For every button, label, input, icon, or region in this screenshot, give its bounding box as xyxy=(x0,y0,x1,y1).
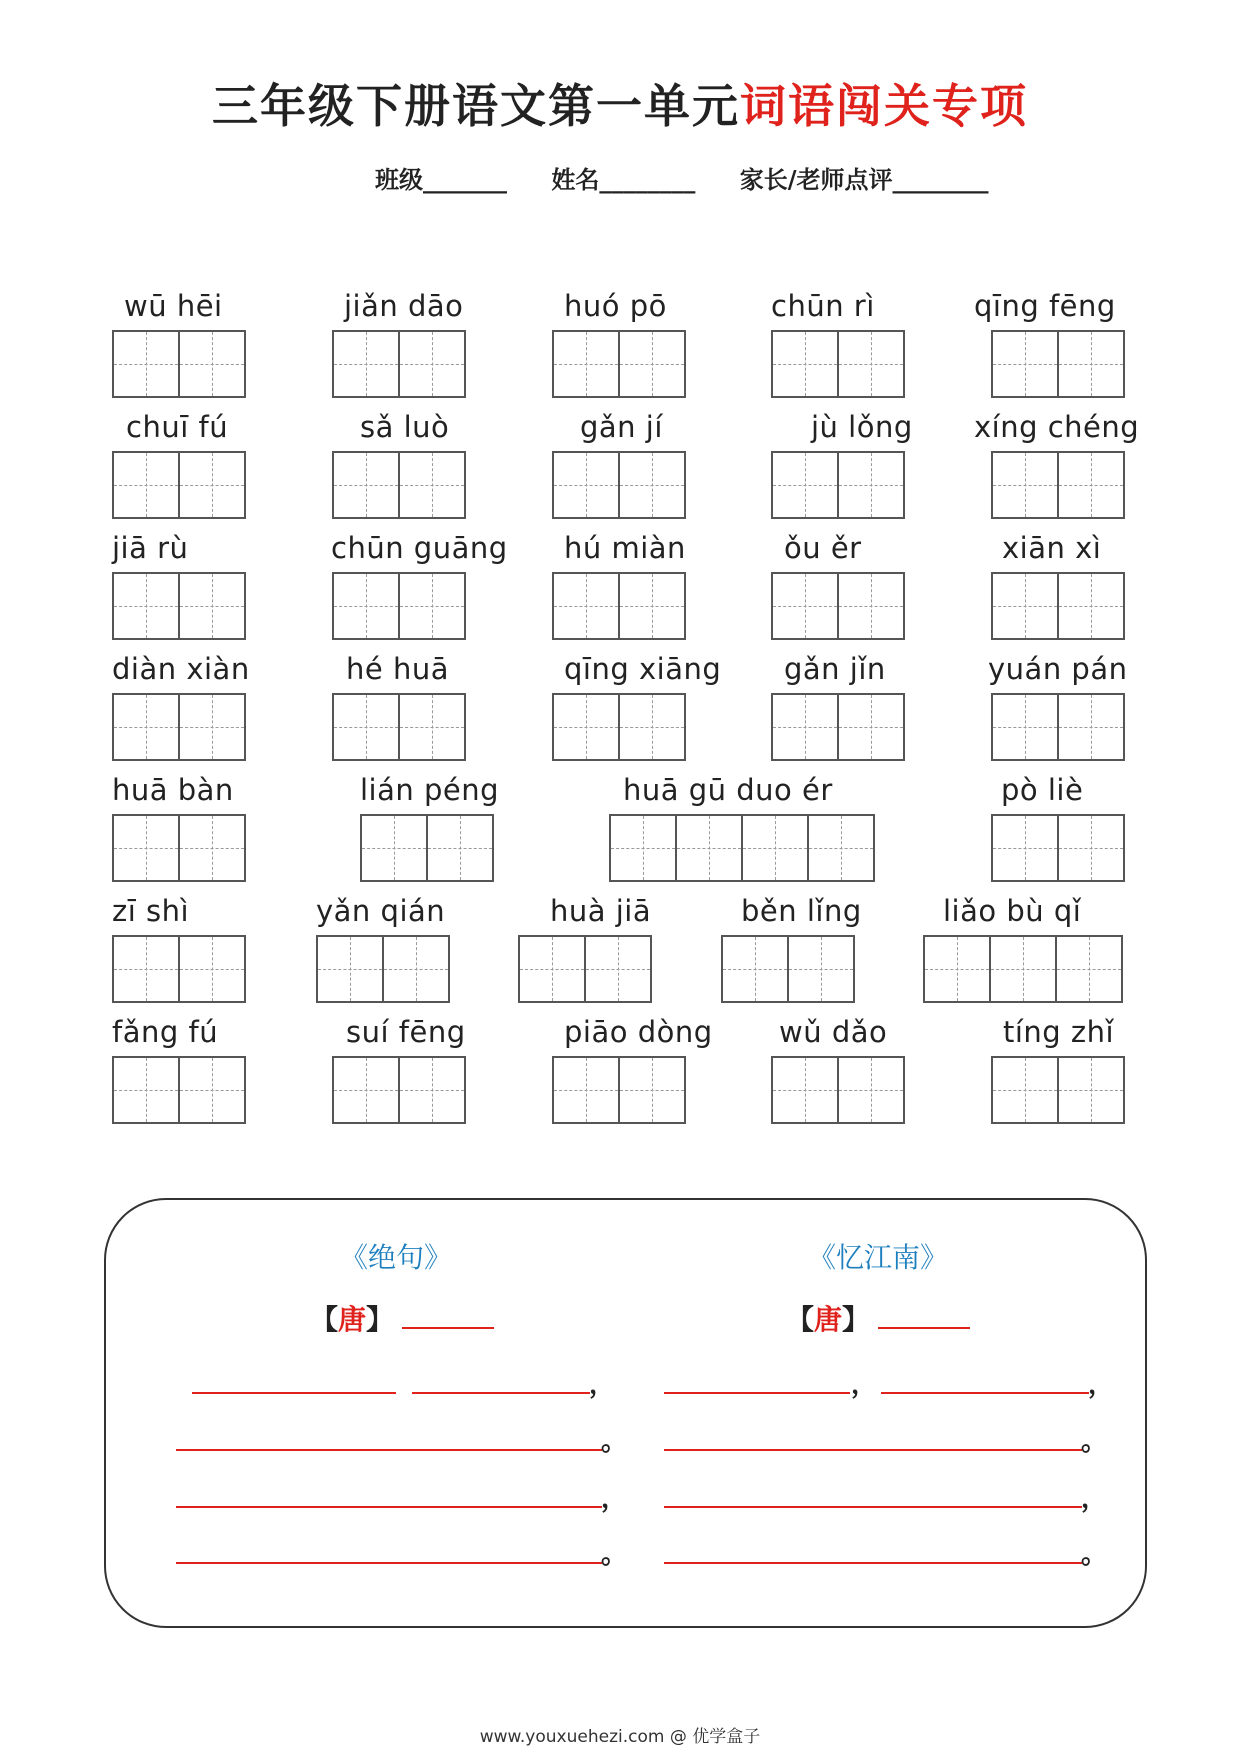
answer-line[interactable] xyxy=(664,1449,1082,1451)
pinyin-label: xiān xì xyxy=(1002,531,1102,565)
writing-cell[interactable] xyxy=(518,935,586,1003)
punctuation: 。 xyxy=(1081,1427,1108,1457)
tian-grid[interactable] xyxy=(991,572,1125,640)
writing-cell[interactable] xyxy=(178,814,246,882)
pinyin-label: pò liè xyxy=(1001,773,1084,807)
writing-cell[interactable] xyxy=(989,935,1057,1003)
pinyin-label: xíng chéng xyxy=(974,410,1140,444)
tian-grid[interactable] xyxy=(771,451,905,519)
title-highlight: 词语闯关专项 xyxy=(740,79,1028,133)
poem-title-jueju: 《绝句》 xyxy=(340,1241,453,1274)
tian-grid[interactable] xyxy=(332,693,466,761)
writing-cell[interactable] xyxy=(112,1056,180,1124)
tian-grid[interactable] xyxy=(112,1056,246,1124)
writing-cell[interactable] xyxy=(332,451,400,519)
writing-cell[interactable] xyxy=(807,814,875,882)
writing-cell[interactable] xyxy=(178,451,246,519)
writing-cell[interactable] xyxy=(837,572,905,640)
writing-cell[interactable] xyxy=(584,935,652,1003)
tian-grid[interactable] xyxy=(991,1056,1125,1124)
writing-cell[interactable] xyxy=(178,693,246,761)
writing-cell[interactable] xyxy=(837,1056,905,1124)
answer-line[interactable] xyxy=(192,1392,396,1394)
pinyin-label: chūn rì xyxy=(771,289,875,323)
page-title xyxy=(0,78,1240,134)
writing-cell[interactable] xyxy=(771,572,839,640)
pinyin-label: huā gū duo ér xyxy=(623,773,833,807)
writing-cell[interactable] xyxy=(552,451,620,519)
tian-grid[interactable] xyxy=(316,935,450,1003)
writing-cell[interactable] xyxy=(1057,451,1125,519)
writing-cell[interactable] xyxy=(837,693,905,761)
tian-grid[interactable] xyxy=(112,451,246,519)
pinyin-label: chuī fú xyxy=(126,410,229,444)
tian-grid[interactable] xyxy=(112,693,246,761)
writing-cell[interactable] xyxy=(618,330,686,398)
writing-cell[interactable] xyxy=(112,451,180,519)
tian-grid[interactable] xyxy=(771,572,905,640)
writing-cell[interactable] xyxy=(382,935,450,1003)
writing-cell[interactable] xyxy=(178,572,246,640)
writing-cell[interactable] xyxy=(618,572,686,640)
tian-grid[interactable] xyxy=(518,935,652,1003)
writing-cell[interactable] xyxy=(178,1056,246,1124)
punctuation: ， xyxy=(589,1370,616,1400)
writing-cell[interactable] xyxy=(675,814,743,882)
pinyin-label: piāo dòng xyxy=(564,1015,713,1049)
name-field[interactable]: 姓名________ xyxy=(551,165,696,194)
writing-cell[interactable] xyxy=(923,935,991,1003)
writing-cell[interactable] xyxy=(552,572,620,640)
writing-cell[interactable] xyxy=(618,693,686,761)
writing-cell[interactable] xyxy=(398,572,466,640)
pinyin-label: qīng xiāng xyxy=(564,652,722,686)
writing-cell[interactable] xyxy=(991,451,1059,519)
tian-grid[interactable] xyxy=(771,693,905,761)
writing-cell[interactable] xyxy=(332,693,400,761)
tian-grid[interactable] xyxy=(991,693,1125,761)
writing-cell[interactable] xyxy=(178,935,246,1003)
writing-cell[interactable] xyxy=(991,572,1059,640)
pinyin-label: hé huā xyxy=(346,652,449,686)
writing-cell[interactable] xyxy=(398,330,466,398)
writing-cell[interactable] xyxy=(1057,330,1125,398)
writing-cell[interactable] xyxy=(771,330,839,398)
punctuation: ， xyxy=(1088,1370,1115,1400)
writing-cell[interactable] xyxy=(618,1056,686,1124)
pinyin-label: tíng zhǐ xyxy=(1003,1015,1115,1049)
title-main: 三年级下册语文第一单元 xyxy=(212,79,740,133)
pinyin-label: zī shì xyxy=(112,894,190,928)
punctuation: ， xyxy=(851,1370,878,1400)
tian-grid[interactable] xyxy=(332,1056,466,1124)
tian-grid[interactable] xyxy=(552,693,686,761)
answer-line[interactable] xyxy=(176,1506,602,1508)
writing-cell[interactable] xyxy=(837,451,905,519)
pinyin-label: liǎo bù qǐ xyxy=(943,894,1082,928)
pinyin-label: wǔ dǎo xyxy=(779,1015,888,1049)
writing-cell[interactable] xyxy=(787,935,855,1003)
pinyin-label: gǎn jǐn xyxy=(784,652,886,686)
punctuation: 。 xyxy=(601,1427,628,1457)
writing-cell[interactable] xyxy=(771,1056,839,1124)
tian-grid[interactable] xyxy=(112,935,246,1003)
tian-grid[interactable] xyxy=(991,814,1125,882)
tian-grid[interactable] xyxy=(112,814,246,882)
answer-line[interactable] xyxy=(664,1562,1082,1564)
pinyin-label: sǎ luò xyxy=(360,410,450,444)
tian-grid[interactable] xyxy=(332,330,466,398)
writing-cell[interactable] xyxy=(1055,935,1123,1003)
writing-cell[interactable] xyxy=(398,693,466,761)
pinyin-label: chūn guāng xyxy=(331,531,508,565)
author-blank[interactable] xyxy=(878,1323,970,1329)
tian-grid[interactable] xyxy=(721,935,855,1003)
answer-line[interactable] xyxy=(176,1562,602,1564)
writing-cell[interactable] xyxy=(618,451,686,519)
comment-field[interactable]: 家长/老师点评________ xyxy=(739,165,989,194)
writing-cell[interactable] xyxy=(398,451,466,519)
pinyin-label: suí fēng xyxy=(346,1015,466,1049)
tian-grid[interactable] xyxy=(923,935,1123,1003)
pinyin-label: jiǎn dāo xyxy=(344,289,464,323)
tian-grid[interactable] xyxy=(112,572,246,640)
pinyin-label: hú miàn xyxy=(564,531,686,565)
answer-line[interactable] xyxy=(176,1449,602,1451)
pinyin-label: yuán pán xyxy=(988,652,1128,686)
writing-cell[interactable] xyxy=(552,693,620,761)
writing-cell[interactable] xyxy=(332,1056,400,1124)
writing-cell[interactable] xyxy=(991,814,1059,882)
tian-grid[interactable] xyxy=(991,451,1125,519)
pinyin-label: huā bàn xyxy=(112,773,234,807)
answer-line[interactable] xyxy=(664,1506,1082,1508)
tian-grid[interactable] xyxy=(991,330,1125,398)
writing-cell[interactable] xyxy=(332,330,400,398)
writing-cell[interactable] xyxy=(178,330,246,398)
poem-dynasty-jueju: 【唐】 xyxy=(310,1302,494,1338)
tian-grid[interactable] xyxy=(771,330,905,398)
pinyin-label: jiā rù xyxy=(112,531,189,565)
pinyin-label: diàn xiàn xyxy=(112,652,250,686)
pinyin-label: fǎng fú xyxy=(112,1015,219,1049)
punctuation: ， xyxy=(601,1484,628,1514)
writing-cell[interactable] xyxy=(741,814,809,882)
pinyin-label: yǎn qián xyxy=(316,894,446,928)
writing-cell[interactable] xyxy=(991,330,1059,398)
tian-grid[interactable] xyxy=(332,451,466,519)
writing-cell[interactable] xyxy=(552,330,620,398)
pinyin-label: huà jiā xyxy=(550,894,652,928)
writing-cell[interactable] xyxy=(112,693,180,761)
tian-grid[interactable] xyxy=(609,814,875,882)
tian-grid[interactable] xyxy=(360,814,494,882)
tian-grid[interactable] xyxy=(771,1056,905,1124)
writing-cell[interactable] xyxy=(332,572,400,640)
writing-cell[interactable] xyxy=(771,693,839,761)
writing-cell[interactable] xyxy=(360,814,428,882)
footer-credit: www.youxuehezi.com @ 优学盒子 xyxy=(479,1727,761,1747)
writing-cell[interactable] xyxy=(112,935,180,1003)
writing-cell[interactable] xyxy=(1057,814,1125,882)
writing-cell[interactable] xyxy=(112,814,180,882)
punctuation: 。 xyxy=(601,1540,628,1570)
writing-cell[interactable] xyxy=(426,814,494,882)
writing-cell[interactable] xyxy=(398,1056,466,1124)
writing-cell[interactable] xyxy=(1057,693,1125,761)
writing-cell[interactable] xyxy=(316,935,384,1003)
poem-title-yijiangnan: 《忆江南》 xyxy=(808,1241,949,1274)
pinyin-label: lián péng xyxy=(360,773,500,807)
writing-cell[interactable] xyxy=(1057,1056,1125,1124)
tian-grid[interactable] xyxy=(552,330,686,398)
answer-line[interactable] xyxy=(664,1392,850,1394)
pinyin-label: gǎn jí xyxy=(580,410,663,444)
student-info xyxy=(375,162,1024,198)
class-field[interactable]: 班级_______ xyxy=(375,165,507,194)
tian-grid[interactable] xyxy=(332,572,466,640)
writing-cell[interactable] xyxy=(771,451,839,519)
author-blank[interactable] xyxy=(402,1323,494,1329)
tian-grid[interactable] xyxy=(112,330,246,398)
writing-cell[interactable] xyxy=(1057,572,1125,640)
writing-cell[interactable] xyxy=(991,693,1059,761)
writing-cell[interactable] xyxy=(112,572,180,640)
writing-cell[interactable] xyxy=(991,1056,1059,1124)
tian-grid[interactable] xyxy=(552,451,686,519)
writing-cell[interactable] xyxy=(552,1056,620,1124)
answer-line[interactable] xyxy=(412,1392,590,1394)
pinyin-label: běn lǐng xyxy=(741,894,862,928)
pinyin-label: qīng fēng xyxy=(974,289,1116,323)
punctuation: 。 xyxy=(1081,1540,1108,1570)
answer-line[interactable] xyxy=(881,1392,1089,1394)
pinyin-label: wū hēi xyxy=(124,289,223,323)
writing-cell[interactable] xyxy=(609,814,677,882)
pinyin-label: ǒu ěr xyxy=(784,531,862,565)
tian-grid[interactable] xyxy=(552,1056,686,1124)
tian-grid[interactable] xyxy=(552,572,686,640)
pinyin-label: jù lǒng xyxy=(811,410,913,444)
writing-cell[interactable] xyxy=(112,330,180,398)
writing-cell[interactable] xyxy=(721,935,789,1003)
poem-dynasty-yijiangnan: 【唐】 xyxy=(786,1302,970,1338)
punctuation: ， xyxy=(1081,1484,1108,1514)
pinyin-label: huó pō xyxy=(564,289,667,323)
writing-cell[interactable] xyxy=(837,330,905,398)
